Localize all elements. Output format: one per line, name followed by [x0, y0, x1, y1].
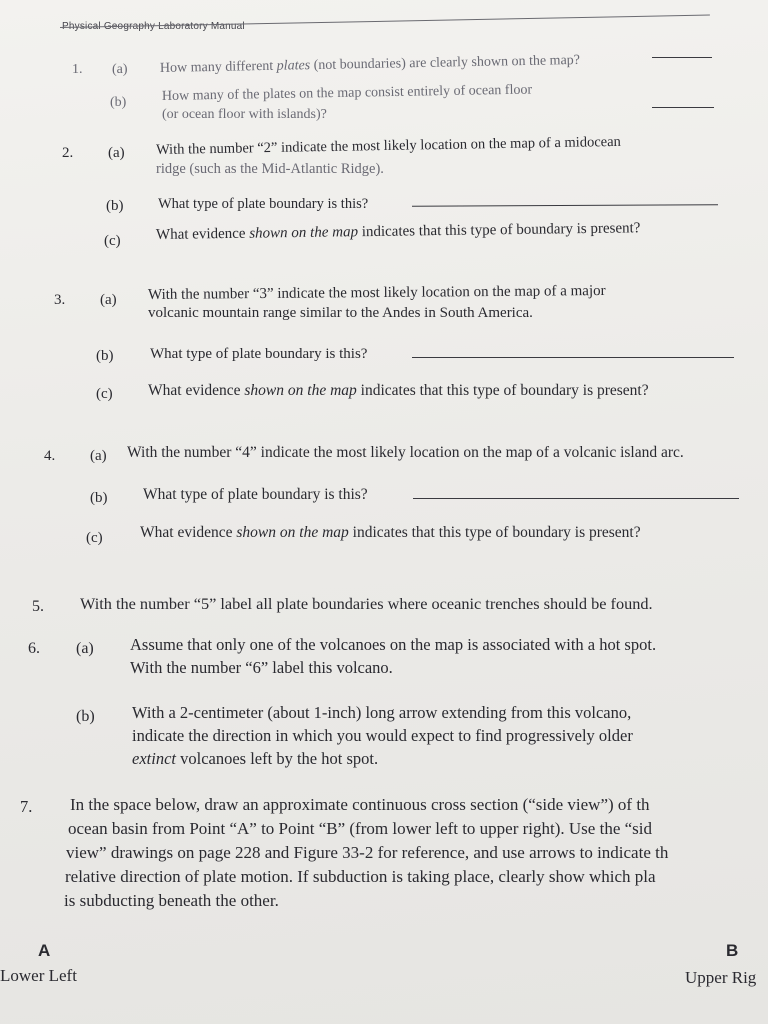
- point-b-caption: Upper Rig: [685, 968, 757, 987]
- q1b-label: (b): [110, 95, 127, 110]
- q7-line3: view” drawings on page 228 and Figure 33-2 for reference, and use arrows to indicate th: [66, 843, 669, 862]
- q7-line1: In the space below, draw an approximate continuous cross section (“side view”) of th: [70, 795, 650, 814]
- q6a-line2: With the number “6” label this volcano.: [130, 658, 393, 677]
- q6b-label: (b): [76, 708, 95, 725]
- q4c-text: What evidence shown on the map indicates that this type of boundary is present?: [140, 524, 641, 541]
- q7-line2: ocean basin from Point “A” to Point “B” (from lower left to upper right). Use the “sid: [68, 819, 652, 838]
- q4-number: 4.: [44, 448, 56, 464]
- q3c-label: (c): [96, 386, 113, 402]
- q7-line5: is subducting beneath the other.: [64, 891, 279, 910]
- q1b-line2: (or ocean floor with islands)?: [162, 107, 327, 122]
- q5-text: With the number “5” label all plate boundaries where oceanic trenches should be found.: [80, 594, 653, 613]
- q3c-text: What evidence shown on the map indicates that this type of boundary is present?: [148, 382, 649, 399]
- point-b-letter: B: [726, 941, 739, 960]
- q4c-label: (c): [86, 530, 103, 546]
- q6b-line3: extinct volcanoes left by the hot spot.: [132, 749, 379, 768]
- q2b-answer-blank[interactable]: [412, 204, 718, 207]
- q3a-label: (a): [100, 292, 117, 308]
- q3a-line1: With the number “3” indicate the most likely location on the map of a major: [147, 283, 606, 303]
- q1b-line1: How many of the plates on the map consist entirely of ocean floor: [161, 82, 533, 104]
- q6b-line2: indicate the direction in which you would expect to find progressively older: [132, 726, 633, 745]
- q2a-line2: ridge (such as the Mid-Atlantic Ridge).: [156, 161, 384, 177]
- q2-number: 2.: [62, 145, 74, 161]
- q2c-text: What evidence shown on the map indicates that this type of boundary is present?: [155, 220, 641, 243]
- q2b-text: What type of plate boundary is this?: [158, 196, 369, 212]
- q5-number: 5.: [32, 598, 44, 615]
- q2b-label: (b): [106, 198, 124, 214]
- point-a-caption: Lower Left: [0, 966, 77, 985]
- q1b-answer-blank[interactable]: [652, 107, 714, 108]
- q7-line4: relative direction of plate motion. If subduction is taking place, clearly show which pla: [65, 867, 656, 886]
- q3a-line2: volcanic mountain range similar to the Andes in South America.: [148, 305, 533, 321]
- q2a-line1: With the number “2” indicate the most likely location on the map of a midocean: [155, 133, 621, 158]
- q1-number: 1.: [72, 62, 83, 77]
- q4b-label: (b): [90, 490, 108, 506]
- point-a-letter: A: [38, 941, 51, 960]
- q4b-answer-blank[interactable]: [413, 498, 739, 499]
- q7-number: 7.: [20, 797, 33, 816]
- q4a-text: With the number “4” indicate the most likely location on the map of a volcanic island arc.: [127, 444, 684, 461]
- q4a-label: (a): [90, 448, 107, 464]
- q2c-label: (c): [104, 233, 121, 249]
- q1a-answer-blank[interactable]: [652, 57, 712, 58]
- q1a-text: How many different plates (not boundaries) are clearly shown on the map?: [159, 52, 581, 76]
- q1a-label: (a): [112, 62, 128, 77]
- page-header-title: Physical Geography Laboratory Manual: [62, 21, 245, 32]
- q3b-text: What type of plate boundary is this?: [150, 346, 368, 362]
- q6b-line1: With a 2-centimeter (about 1-inch) long arrow extending from this volcano,: [132, 703, 632, 722]
- q3b-answer-blank[interactable]: [412, 357, 734, 358]
- q2a-label: (a): [108, 145, 125, 161]
- q4b-text: What type of plate boundary is this?: [143, 486, 368, 503]
- q3b-label: (b): [96, 348, 114, 364]
- q6a-label: (a): [76, 640, 94, 657]
- q6a-line1: Assume that only one of the volcanoes on the map is associated with a hot spot.: [130, 635, 657, 654]
- q3-number: 3.: [54, 292, 66, 308]
- q6-number: 6.: [28, 640, 40, 657]
